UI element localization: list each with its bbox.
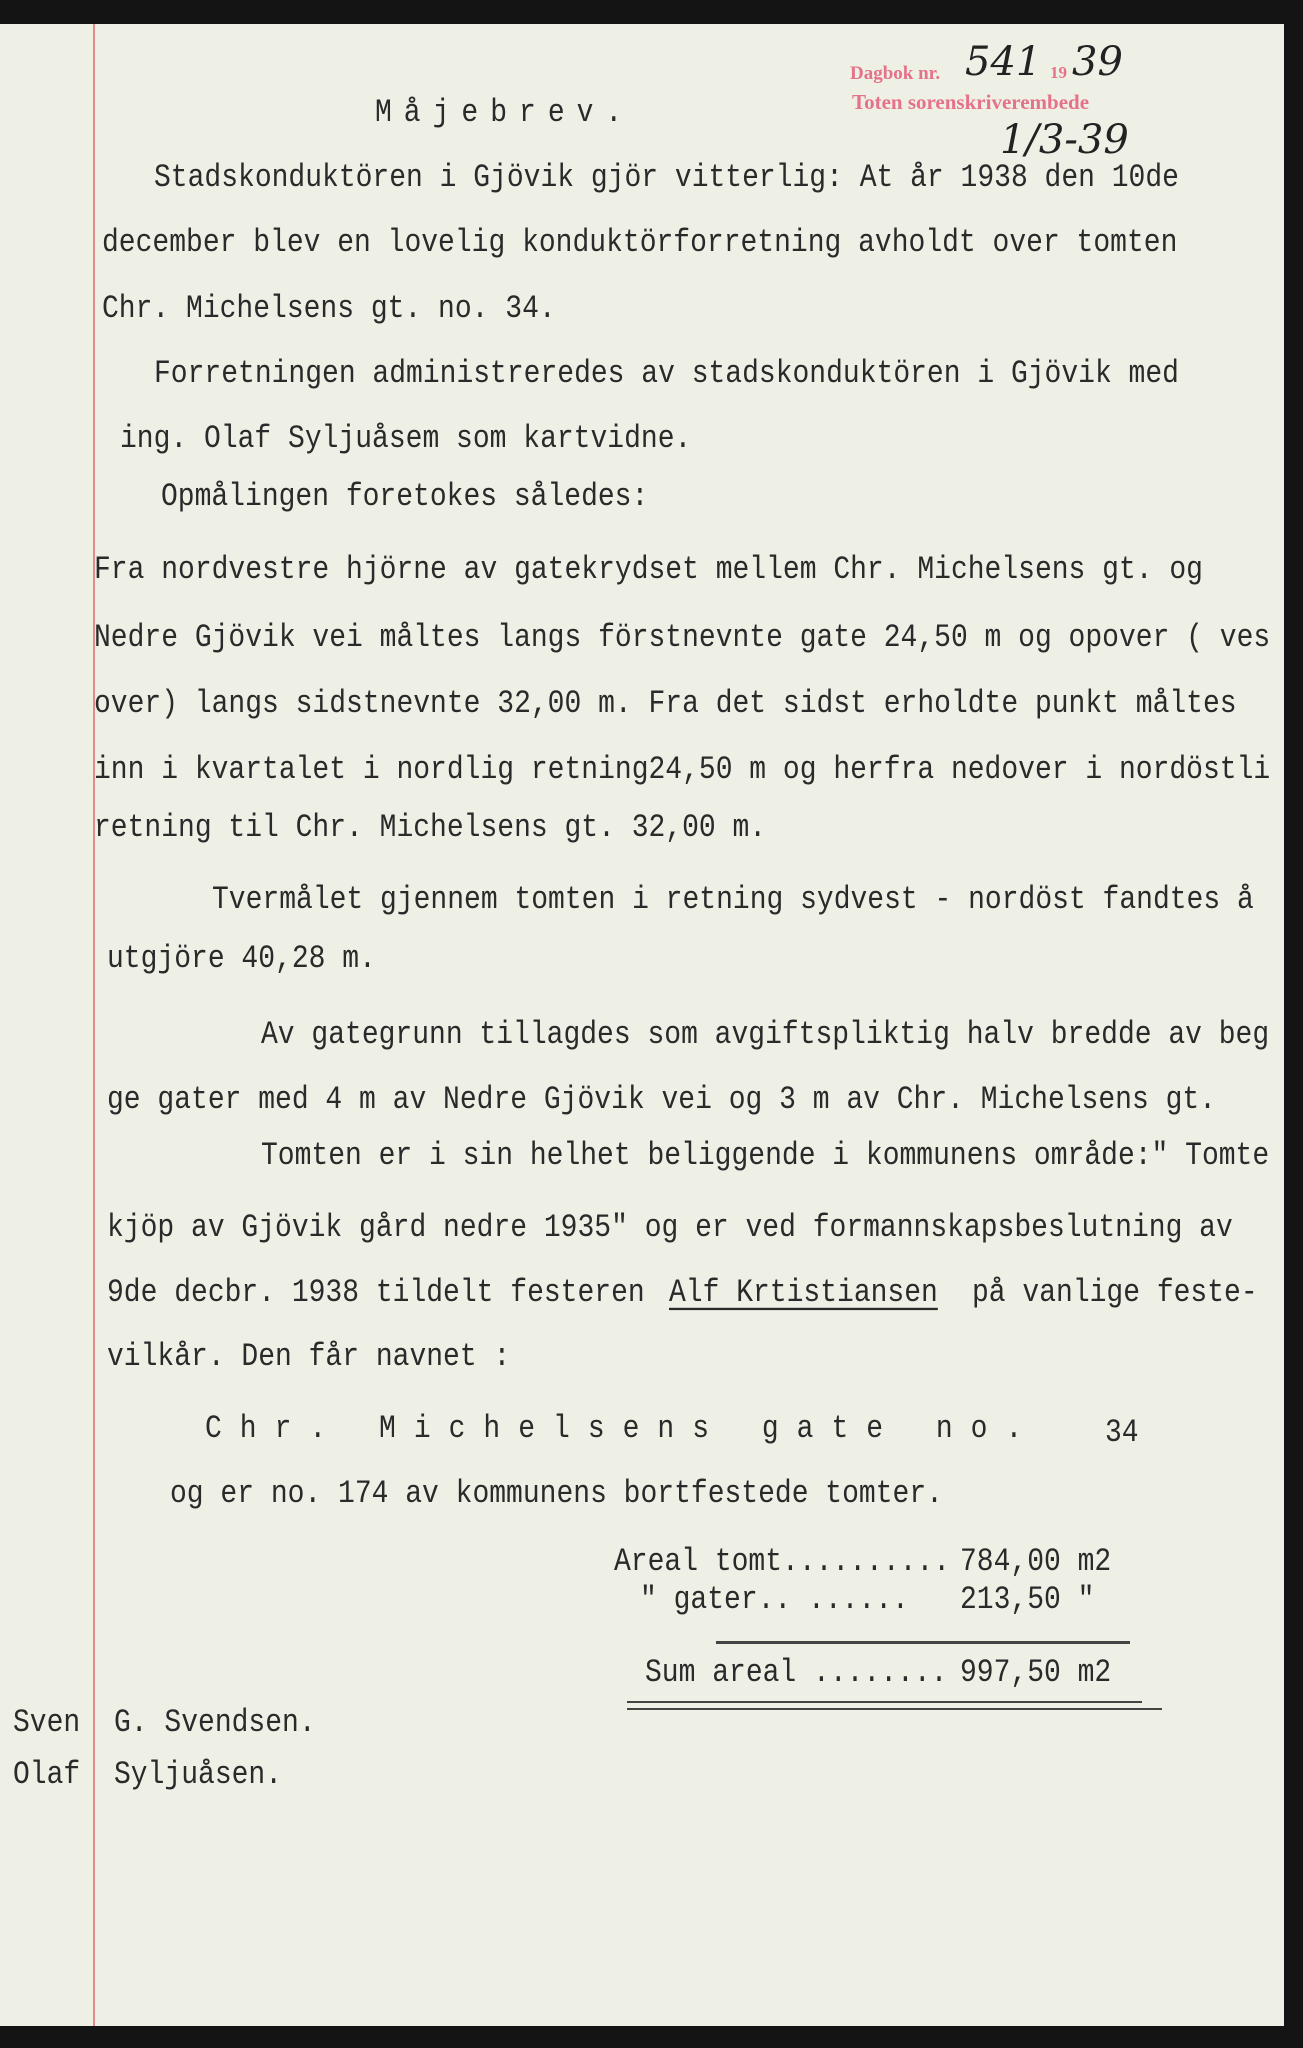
body-line: inn i kvartalet i nordlig retning24,50 m og herfra nedover i nordöstli xyxy=(94,752,1271,789)
body-line: vilkår. Den får navnet : xyxy=(107,1339,511,1376)
area-gater-label: " gater.. ...... xyxy=(640,1582,909,1619)
document-title: Måjebrev. xyxy=(375,95,635,132)
street-name: Chr. Michelsens gate no. xyxy=(205,1411,1041,1448)
stamp-year-prefix: 19 xyxy=(1050,63,1067,82)
body-line: Forretningen administreredes av stadskonduktören i Gjövik med xyxy=(154,356,1179,393)
body-line: Tomten er i sin helhet beliggende i kommunens område:" Tomte xyxy=(261,1138,1270,1175)
stamp-year-suffix: 39 xyxy=(1072,39,1123,85)
street-number: 34 xyxy=(1105,1415,1139,1452)
signature-first: Olaf xyxy=(13,1757,81,1794)
area-sum-label: Sum areal ........ xyxy=(645,1655,948,1692)
body-line: Chr. Michelsens gt. no. 34. xyxy=(102,291,556,328)
signature-last: Syljuåsen. xyxy=(114,1757,283,1794)
body-line: kjöp av Gjövik gård nedre 1935" og er ved formannskapsbeslutning av xyxy=(107,1210,1233,1247)
paper-sheet xyxy=(0,24,1284,2026)
body-line: Fra nordvestre hjörne av gatekrydset mellem Chr. Michelsens gt. og xyxy=(94,552,1203,589)
body-line: på vanlige feste- xyxy=(972,1275,1258,1312)
body-line: 9de decbr. 1938 tildelt festeren xyxy=(107,1275,645,1312)
body-line: over) langs sidstnevnte 32,00 m. Fra det sidst erholdte punkt måltes xyxy=(94,686,1237,723)
stamp-dagbok-label: Dagbok nr. xyxy=(850,63,941,84)
body-line: Tvermålet gjennem tomten i retning sydvest - nordöst fandtes å xyxy=(212,882,1254,919)
area-gater-value: 213,50 " xyxy=(960,1582,1095,1619)
body-line: ge gater med 4 m av Nedre Gjövik vei og 3 m av Chr. Michelsens gt. xyxy=(107,1082,1216,1119)
body-line: Opmålingen foretokes således: xyxy=(161,479,649,516)
area-tomt-label: Areal tomt.......... xyxy=(614,1544,951,1581)
signature-first: Sven xyxy=(13,1705,81,1742)
area-sum-value: 997,50 m2 xyxy=(960,1655,1112,1692)
stamp-dagbok-number: 541 xyxy=(965,39,1042,85)
stamp-date: 1/3-39 xyxy=(1000,117,1129,163)
area-tomt-value: 784,00 m2 xyxy=(960,1544,1112,1581)
tomt-number-line: og er no. 174 av kommunens bortfestede tomter. xyxy=(170,1476,943,1513)
body-line: utgjöre 40,28 m. xyxy=(107,941,376,978)
body-line: Nedre Gjövik vei måltes langs förstnevnte gate 24,50 m og opover ( ves xyxy=(94,620,1271,657)
festeren-name: Alf Krtistiansen xyxy=(669,1275,938,1312)
margin-line xyxy=(93,24,95,2026)
sum-rule xyxy=(716,1641,1130,1644)
body-line: Av gategrunn tillagdes som avgiftspliktig halv bredde av beg xyxy=(261,1017,1270,1054)
signature-last: G. Svendsen. xyxy=(114,1705,316,1742)
double-rule-bottom xyxy=(627,1708,1162,1710)
body-line: Stadskonduktören i Gjövik gjör vitterlig: At år 1938 den 10de xyxy=(154,160,1179,197)
body-line: ing. Olaf Syljuåsem som kartvidne. xyxy=(120,421,692,458)
stamp-office: Toten sorenskriverembede xyxy=(852,90,1090,114)
body-line: retning til Chr. Michelsens gt. 32,00 m. xyxy=(94,810,767,847)
body-line: december blev en lovelig konduktörforretning avholdt over tomten xyxy=(102,225,1178,262)
double-rule-top xyxy=(627,1701,1142,1703)
